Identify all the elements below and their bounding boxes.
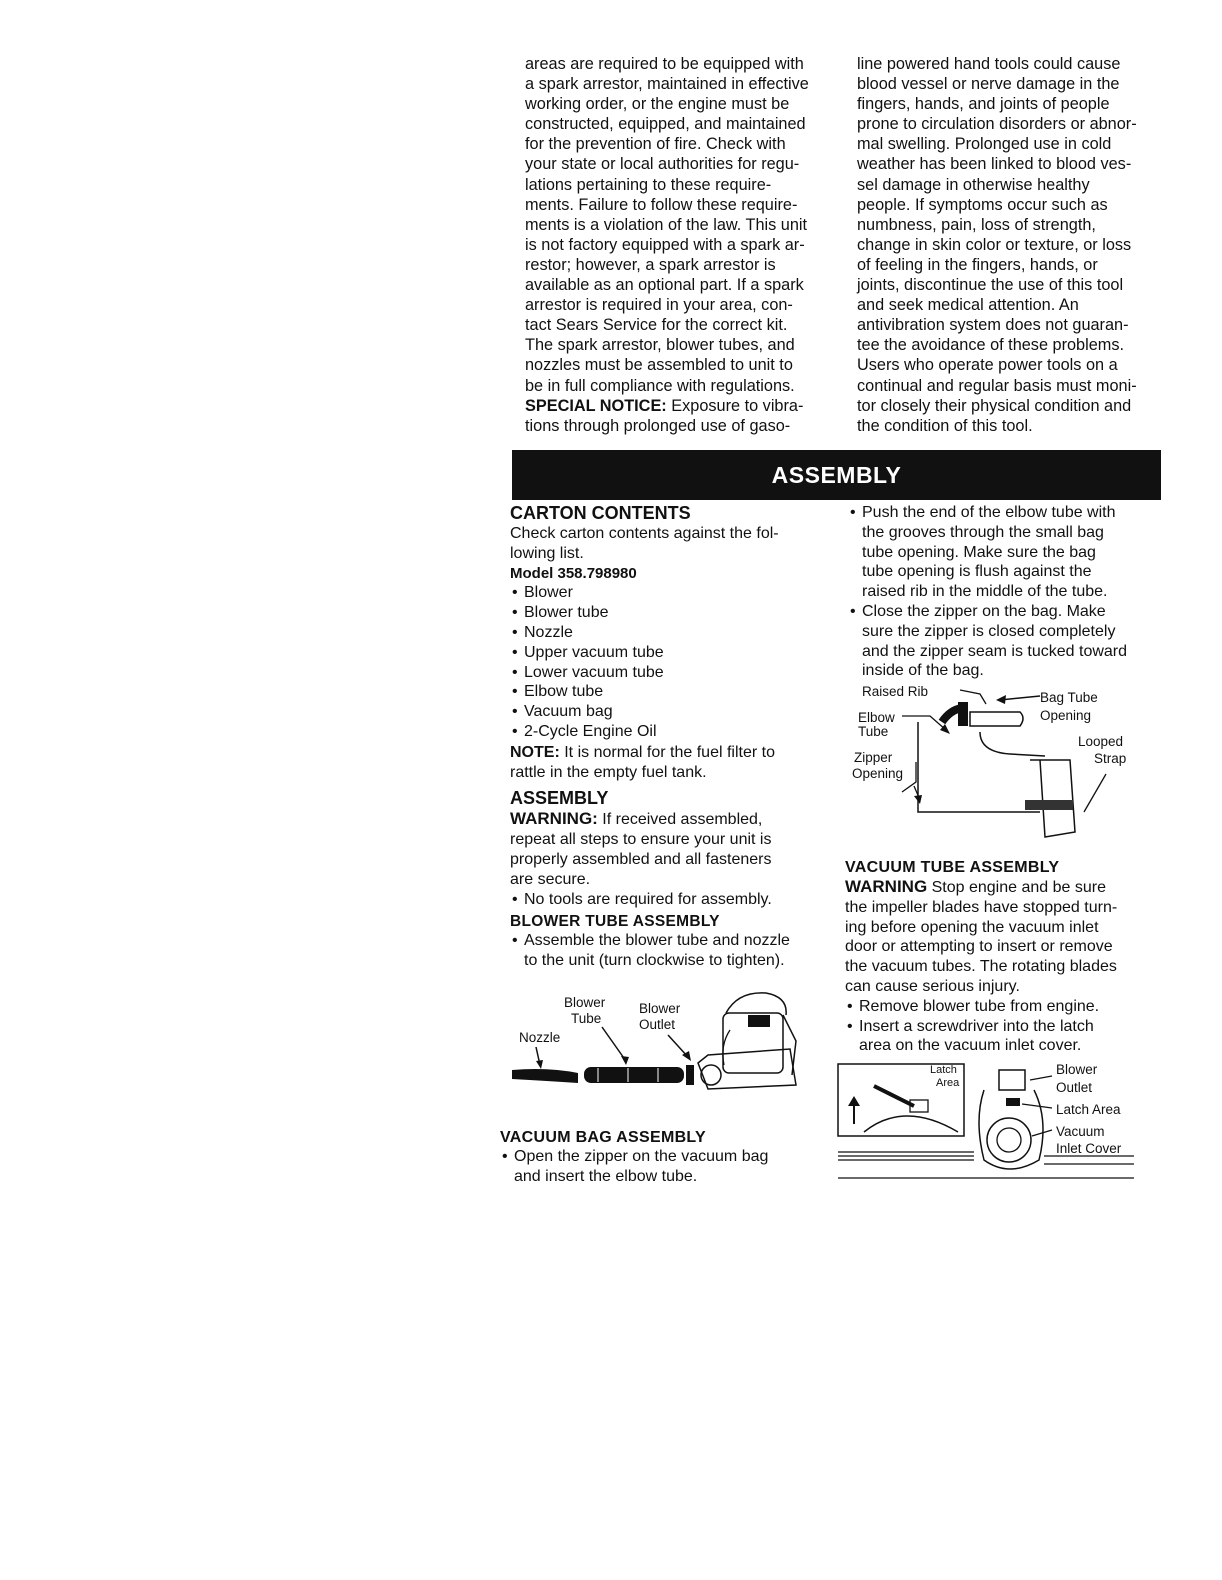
vibration-line: tee the avoidance of these problems. (857, 336, 1125, 355)
vibration-line: continual and regular basis must moni- (857, 376, 1137, 395)
spark-arrestor-line: working order, or the engine must be (525, 95, 790, 114)
vibration-line: tor closely their physical condition and (857, 396, 1132, 415)
assembly-column-right (848, 503, 1166, 681)
carton-item: • 2-Cycle Engine Oil (510, 722, 830, 742)
carton-item: • Lower vacuum tube (510, 663, 830, 683)
spark-arrestor-line: ments. Failure to follow these require- (525, 195, 798, 214)
close-zipper-step: • Close the zipper on the bag. Make sure the zipper is closed completely and the zipper seam is tucked toward inside of the bag. (848, 602, 1166, 681)
spark-arrestor-line: lations pertaining to these require- (525, 175, 772, 194)
vibration-line: fingers, hands, and joints of people (857, 95, 1110, 114)
vibration-line: antivibration system does not guaran- (857, 316, 1129, 335)
carton-item: • Upper vacuum tube (510, 643, 830, 663)
spark-arrestor-line: your state or local authorities for regu- (525, 155, 800, 174)
latch-area-figure: Latch Area Blower Outlet Latch Area Vacuum Inlet Cover (834, 1060, 1144, 1185)
carton-contents-heading: CARTON CONTENTS (510, 503, 691, 523)
spark-arrestor-text (525, 54, 847, 396)
vacuum-warning-label: WARNING (845, 877, 928, 896)
vibration-line: prone to circulation disorders or abnor- (857, 115, 1137, 134)
warning-label: WARNING: (510, 809, 598, 829)
spark-arrestor-line: tact Sears Service for the correct kit. (525, 316, 788, 335)
vibration-line: line powered hand tools could cause (857, 55, 1121, 73)
spark-arrestor-line: restor; however, a spark arrestor is (525, 255, 776, 274)
vibration-line: and seek medical attention. An (857, 296, 1079, 315)
assembly-banner: ASSEMBLY (512, 450, 1161, 500)
spark-arrestor-line: arrestor is required in your area, con- (525, 296, 793, 315)
vibration-warning-text (857, 54, 1169, 436)
vibration-line: of feeling in the fingers, hands, or (857, 255, 1098, 274)
spark-arrestor-line: areas are required to be equipped with (525, 55, 804, 73)
note-label: NOTE: (510, 743, 560, 761)
vacuum-bag-section (500, 1128, 830, 1187)
spark-arrestor-line: a spark arrestor, maintained in effective (525, 75, 809, 94)
intro-column-right (857, 54, 1169, 436)
vacuum-bag-step: • Open the zipper on the vacuum bag and insert the elbow tube. (500, 1147, 830, 1187)
latch-illustration (834, 1060, 1144, 1185)
blower-step: • Assemble the blower tube and nozzle to the unit (turn clockwise to tighten). (510, 931, 830, 971)
blower-tube-heading: BLOWER TUBE ASSEMBLY (510, 913, 720, 931)
carton-item: • Blower (510, 583, 830, 603)
vibration-line: people. If symptoms occur such as (857, 195, 1108, 214)
carton-items-list (510, 583, 830, 741)
vibration-line: Users who operate power tools on a (857, 356, 1118, 375)
spark-arrestor-line: constructed, equipped, and maintained (525, 115, 806, 134)
carton-item: • Elbow tube (510, 682, 830, 702)
spark-arrestor-line: available as an optional part. If a spark (525, 276, 804, 295)
vibration-line: weather has been linked to blood ves- (857, 155, 1132, 174)
vibration-line: joints, discontinue the use of this tool (857, 276, 1124, 295)
vacuum-bag-figure: Raised Rib Bag Tube Opening Elbow Tube Looped Strap Zipper Opening (850, 682, 1150, 842)
vibration-line: mal swelling. Prolonged use in cold (857, 135, 1112, 154)
insert-screwdriver-step: • Insert a screwdriver into the latch area on the vacuum inlet cover. (845, 1017, 1167, 1057)
assembly-heading: ASSEMBLY (510, 788, 609, 809)
intro-column-left (525, 54, 847, 436)
vibration-line: blood vessel or nerve damage in the (857, 75, 1120, 94)
push-elbow-step: • Push the end of the elbow tube with the grooves through the small bag tube opening. Make sure the bag tube opening is flush against the raised rib in the middle of the tube. (848, 503, 1166, 602)
carton-item: • Blower tube (510, 603, 830, 623)
vacuum-tube-heading: VACUUM TUBE ASSEMBLY (845, 859, 1060, 876)
spark-arrestor-line: nozzles must be assembled to unit to (525, 356, 793, 375)
blower-tube-figure: Blower Tube Blower Outlet Nozzle (508, 985, 828, 1100)
no-tools-item: • No tools are required for assembly. (510, 890, 830, 910)
spark-arrestor-line: The spark arrestor, blower tubes, and (525, 336, 795, 355)
spark-arrestor-line: ments is a violation of the law. This unit (525, 215, 808, 234)
spark-arrestor-line: for the prevention of fire. Check with (525, 135, 786, 154)
vibration-line: numbness, pain, loss of strength, (857, 215, 1096, 234)
vibration-line: sel damage in otherwise healthy (857, 175, 1090, 194)
vibration-line: the condition of this tool. (857, 416, 1033, 435)
model-number: Model 358.798980 (510, 564, 637, 582)
special-notice-line-2: tions through prolonged use of gaso- (525, 416, 791, 435)
carton-item: • Nozzle (510, 623, 830, 643)
vibration-line: change in skin color or texture, or loss (857, 235, 1132, 254)
spark-arrestor-line: is not factory equipped with a spark ar- (525, 235, 805, 254)
carton-item: • Vacuum bag (510, 702, 830, 722)
vacuum-bag-heading: VACUUM BAG ASSEMBLY (500, 1129, 707, 1146)
vacuum-tube-section: VACUUM TUBE ASSEMBLY WARNING Stop engine and be sure the impeller blades have stopped turn- ing before opening the vacuum inlet door or attempting to insert or remove the vacuum tubes. The rotating blades can cause serious injury. • Remove blower tube from engine. • Insert a screwdriver into the latch area on the vacuum inlet cover. (845, 858, 1167, 1056)
remove-tube-step: • Remove blower tube from engine. (845, 997, 1167, 1017)
special-notice-line: SPECIAL NOTICE: Exposure to vibra- (525, 396, 804, 415)
special-notice-label: SPECIAL NOTICE: (525, 396, 667, 415)
assembly-column-left: CARTON CONTENTS Check carton contents against the fol- lowing list. Model 358.798980 • Blower • Blower tube • Nozzle • Upper vacuum tube • Lower vacuum tube • Elbow tube • Vacuum bag • 2-Cycle Engine Oil NOTE: It is normal for the fuel filter to rattle in the empty fuel tank. ASSEMBLY WARNING: If received assembled, repeat all steps to ensure your unit is properly assembled and all fasteners are secure. • No tools are required for assembly. BLOWER TUBE ASSEMBLY • Assemble the blower tube and nozzle to the unit (turn clockwise to tighten). (510, 503, 830, 971)
spark-arrestor-line: be in full compliance with regulations. (525, 376, 795, 395)
